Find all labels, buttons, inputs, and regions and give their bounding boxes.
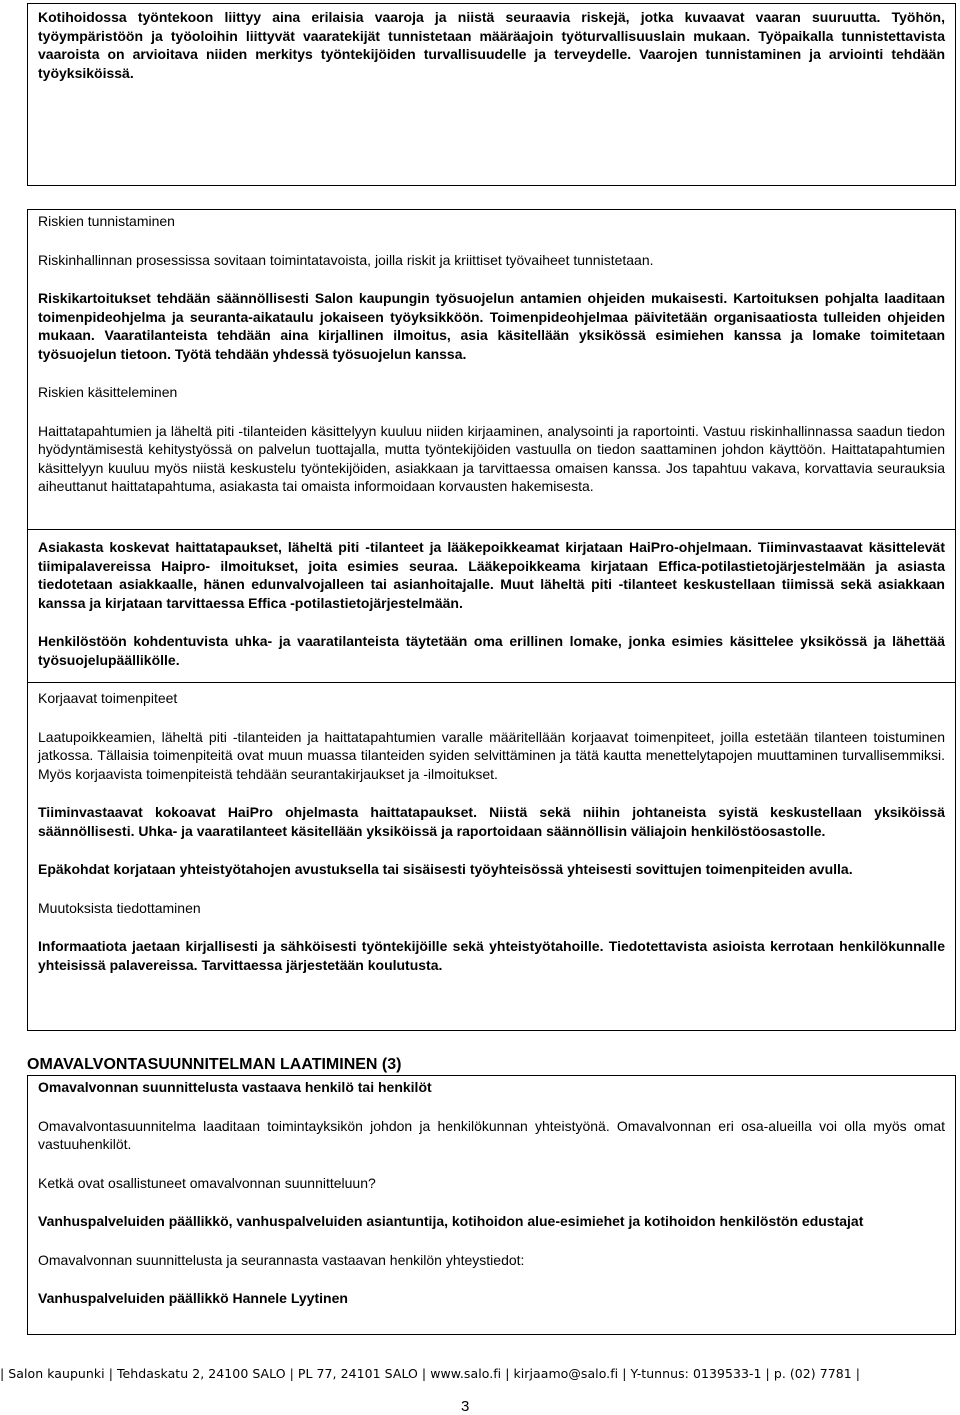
hazard-intro-text: Kotihoidossa työntekoon liittyy aina erilaisia vaaroja ja niistä seuraavia riskejä, jotka kuvaavat vaaran suuruutta. Työhön, työympäristöön ja työoloihin liittyvät vaaratekijät tunnistetaan määräajoin työturvallisuuslain mukaan. Työpaikalla tunnistettavista vaaroista on arvioitava niiden merkitys työntekijöiden turvallisuudelle ja terveydelle. Vaarojen tunnistaminen ja arviointi tehdään työyksiköissä. [38, 9, 945, 81]
contact-question: Omavalvonnan suunnittelusta ja seurannasta vastaavan henkilön yhteystiedot: [38, 1251, 525, 1268]
risk-management-box [27, 209, 956, 530]
participants-answer: Vanhuspalveluiden päällikkö, vanhuspalveluiden asiantuntija, kotihoidon alue-esimiehet ja kotihoidon henkilöstön edustajat [38, 1213, 864, 1229]
change-communication-text: Informaatiota jaetaan kirjallisesti ja sähköisesti työntekijöille sekä yhteistyötahoille. Tiedotettavista asioista kerrotaan henkilökunnalle yhteisissä palavereissa. Tarvittaessa järjestetään koulutusta. [38, 938, 945, 973]
self-monitoring-planning-box [27, 1075, 956, 1335]
corrective-actions-text: Laatupoikkeamien, läheltä piti -tilanteiden ja haittatapahtumien varalle määritellään korjaavat toimenpiteet, joilla estetään tilanteen toistuminen jatkossa. Tällaisia toimenpiteitä ovat muun muassa tilanteiden syiden selvittäminen ja tätä kautta menettelytapojen muuttaminen turvallisemmiksi. Myös korjaavista toimenpiteistä tehdään seurantakirjaukset ja -ilmoitukset. [38, 728, 945, 782]
corrective-actions-box [27, 683, 956, 1031]
page-number: 3 [461, 1398, 470, 1415]
haipro-reporting-text: Asiakasta koskevat haittatapaukset, läheltä piti -tilanteet ja lääkepoikkeamat kirjataan HaiPro-ohjelmaan. Tiiminvastaavat käsittelevät tiimipalavereissa Haipro- ilmoitukset, joita esimies seuraa. Lääkepoikkeama kirjataan Effica-potilastietojärjestelmään ja asiasta tiedotetaan asiakkaalle, hänen edunvalvojalleen tai asianhoitajalle. Muut läheltä piti -tilanteet keskustellaan tiimissä sekä asiakkaan kanssa ja kirjataan tarvittaessa Effica -potilastietojärjestelmään. [38, 539, 945, 611]
planning-text: Omavalvontasuunnitelma laaditaan toimintayksikön johdon ja henkilökunnan yhteistyönä. Omavalvonnan eri osa-alueilla voi olla myös omat vastuuhenkilöt. [38, 1117, 945, 1152]
grievances-text: Epäkohdat korjataan yhteistyötahojen avustuksella tai sisäisesti työyhteisössä yhteisesti sovittujen toimenpiteiden avulla. [38, 861, 853, 877]
haipro-team-text: Tiiminvastaavat kokoavat HaiPro ohjelmasta haittatapaukset. Niistä sekä niihin johtaneista syistä keskustellaan yksiköissä säännöllisesti. Uhka- ja vaaratilanteet käsitellään yksiköissä ja raportoidaan säännöllisin väliajoin henkilöstöosastolle. [38, 804, 945, 839]
heading-change-communication: Muutoksista tiedottaminen [38, 899, 201, 916]
section-title: OMAVALVONTASUUNNITELMAN LAATIMINEN (3) [27, 1056, 402, 1073]
participants-question: Ketkä ovat osallistuneet omavalvonnan suunnitteluun? [38, 1174, 376, 1191]
incident-reporting-box [27, 530, 956, 683]
contact-answer: Vanhuspalveluiden päällikkö Hannele Lyytinen [38, 1290, 348, 1306]
heading-corrective-actions: Korjaavat toimenpiteet [38, 690, 178, 706]
page-footer: | Salon kaupunki | Tehdaskatu 2, 24100 SALO | PL 77, 24101 SALO | www.salo.fi | kirjaamo@salo.fi | Y-tunnus: 0139533-1 | p. (02) 7781 | [0, 1366, 861, 1381]
staff-incident-text: Henkilöstöön kohdentuvista uhka- ja vaaratilanteista täytetään oma erillinen lomake, jonka esimies käsittelee yksikössä ja lähettää työsuojelupäällikölle. [38, 633, 945, 668]
heading-responsible-persons: Omavalvonnan suunnittelusta vastaava henkilö tai henkilöt [38, 1079, 432, 1095]
heading-risk-identification: Riskien tunnistaminen [38, 213, 175, 229]
heading-risk-handling: Riskien käsitteleminen [38, 384, 178, 400]
risk-survey-text: Riskikartoitukset tehdään säännöllisesti Salon kaupungin työsuojelun antamien ohjeiden mukaisesti. Kartoituksen pohjalta laaditaan toimenpideohjelma ja seuranta-aikataulu jokaiseen työyksikköön. Toimenpideohjelmaa päivitetään organisaatiosta tulleiden ohjeiden mukaan. Vaaratilanteista tehdään aina kirjallinen ilmoitus, asia käsitellään yksikössä esimiehen kanssa ja lomake toimitetaan työsuojelun tietoon. Työtä tehdään yhdessä työsuojelun kanssa. [38, 290, 945, 362]
risk-identification-text: Riskinhallinnan prosessissa sovitaan toimintatavoista, joilla riskit ja kriittiset työvaiheet tunnistetaan. [38, 251, 654, 268]
hazard-intro-box [27, 3, 956, 186]
risk-handling-text: Haittatapahtumien ja läheltä piti -tilanteiden käsittelyyn kuuluu niiden kirjaaminen, analysointi ja raportointi. Vastuu riskinhallinnassa saadun tiedon hyödyntämisestä kehitystyössä on palvelun tuottajalla, mutta työntekijöiden vastuulla on tiedon saattaminen johdon käyttöön. Haittatapahtumien käsittelyyn kuuluu myös niistä keskustelu työntekijöiden, asiakkaan ja tarvittaessa omaisen kanssa. Jos tapahtuu vakava, korvattavia seurauksia aiheuttanut haittatapahtuma, asiakasta tai omaista informoidaan korvausten hakemisesta. [38, 422, 945, 494]
